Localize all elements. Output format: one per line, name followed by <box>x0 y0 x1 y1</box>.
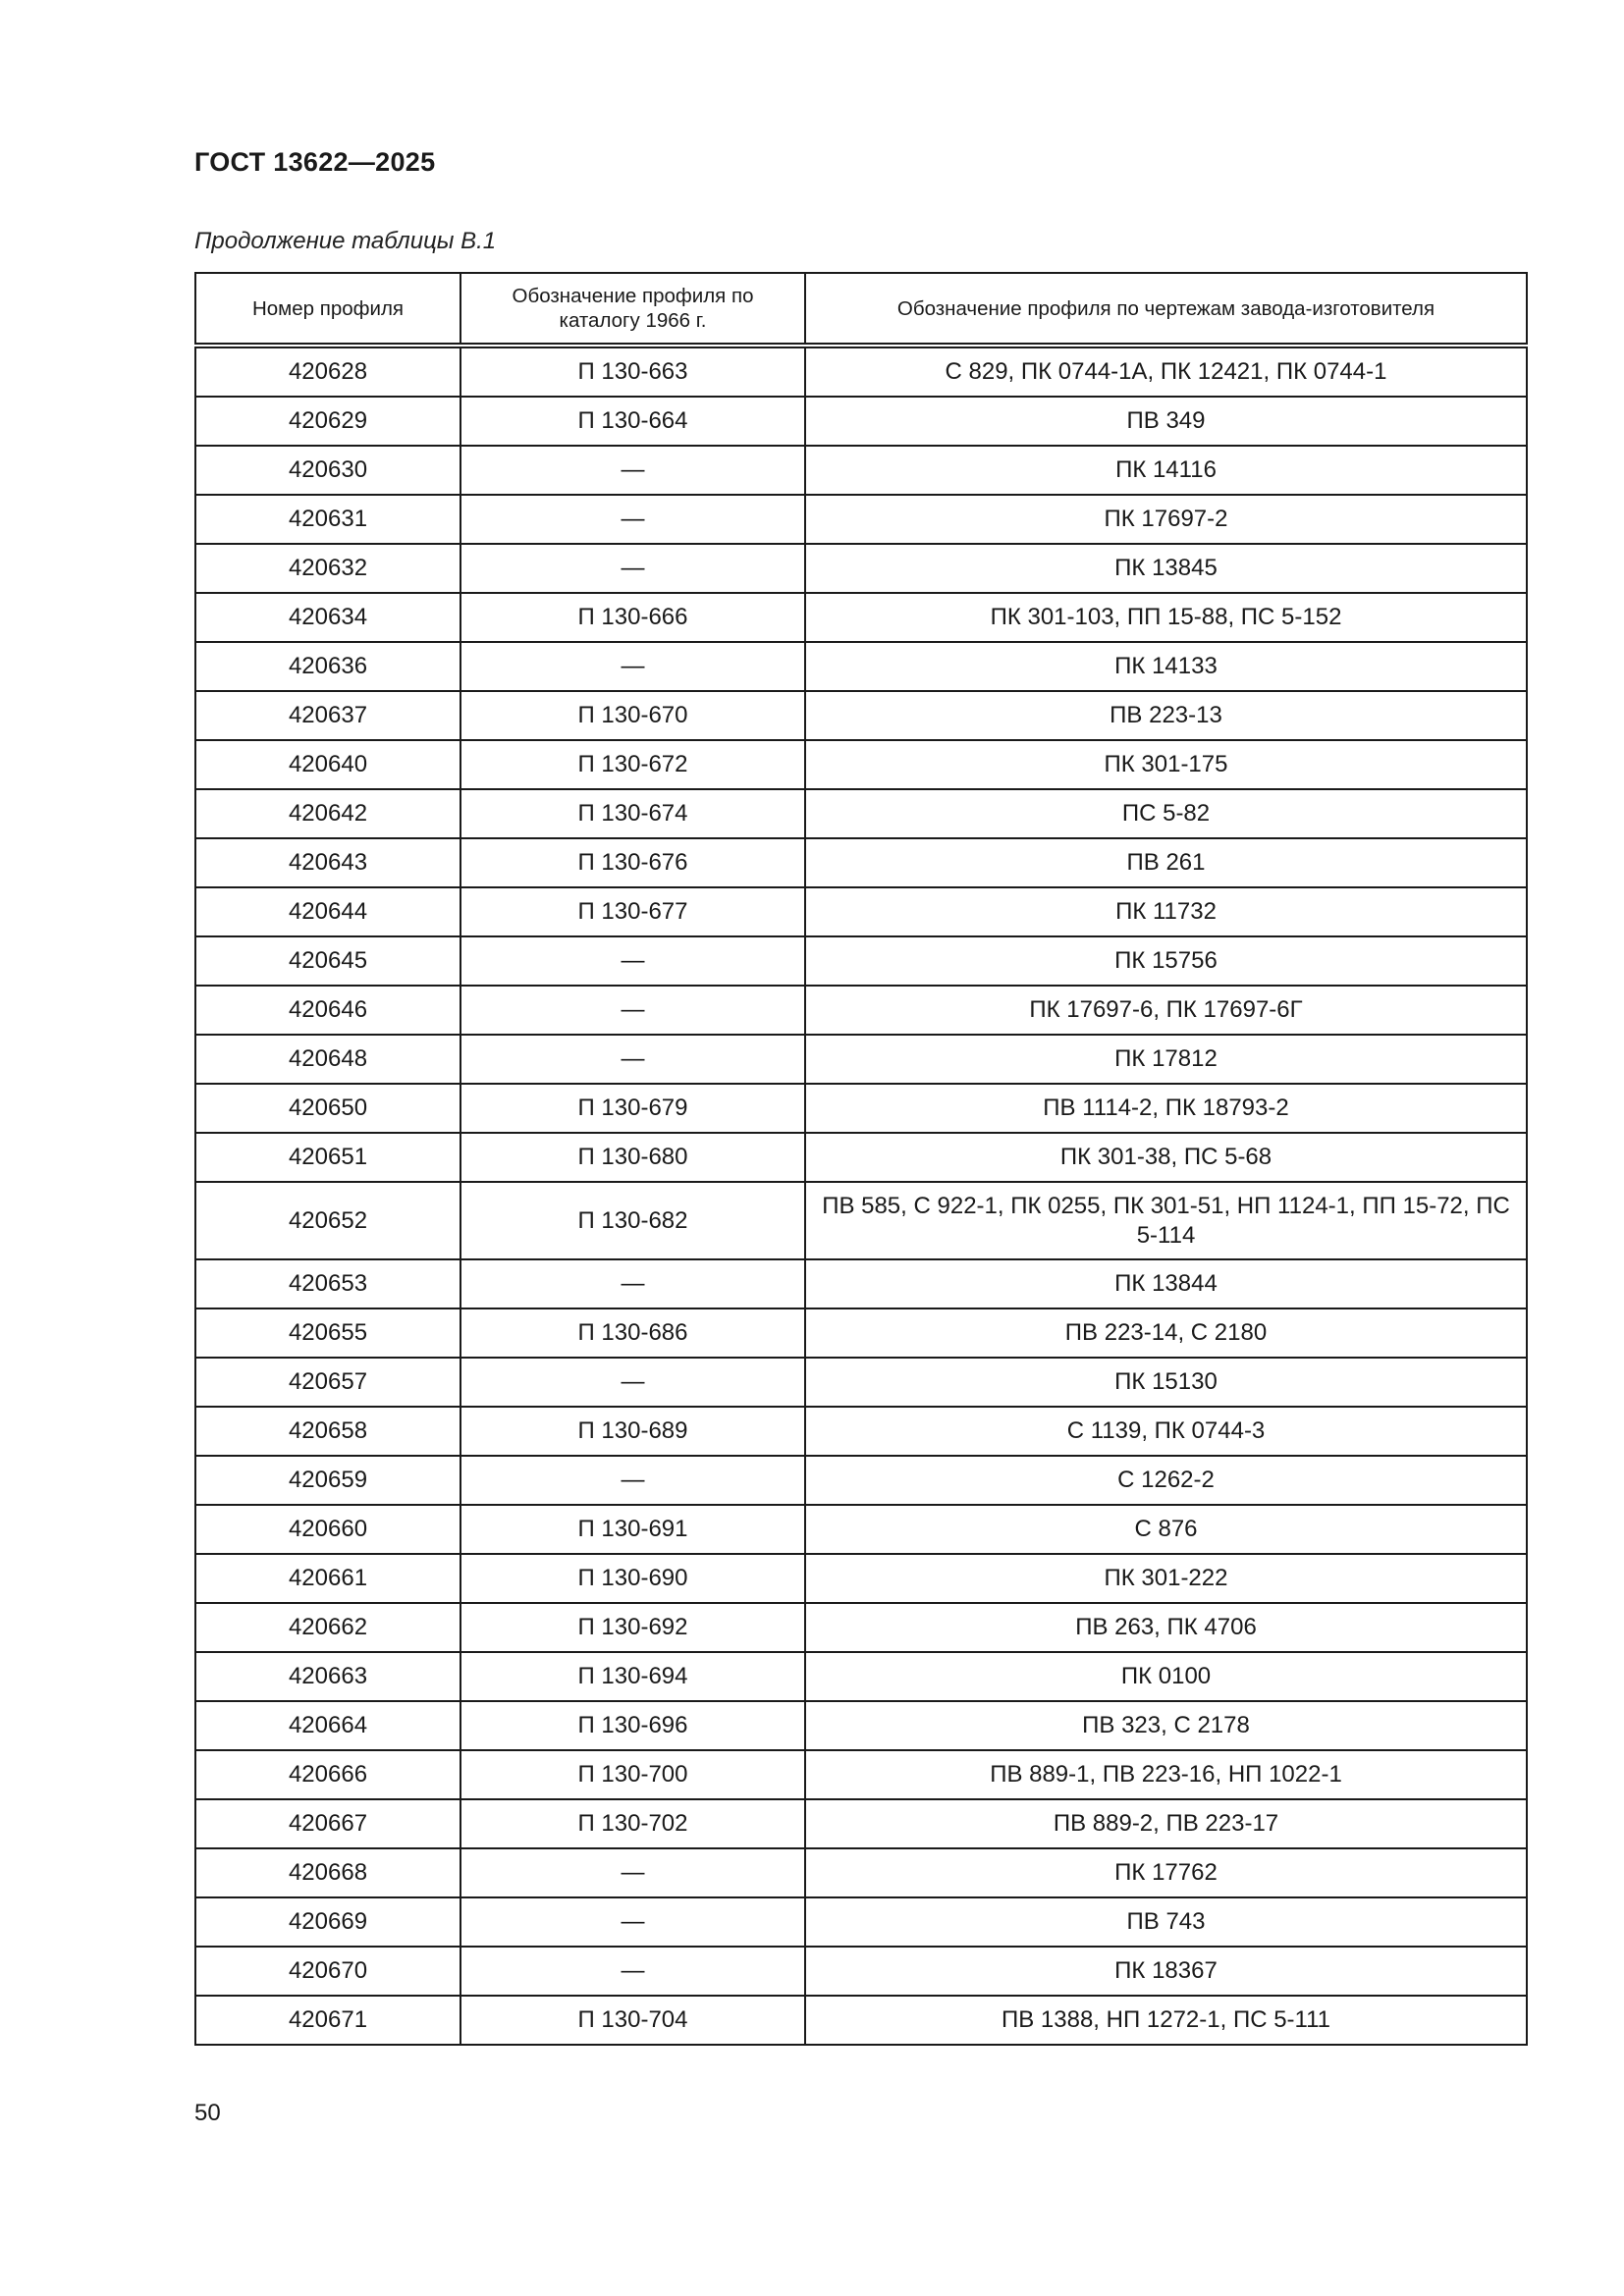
cell-factory-designation: ПК 301-103, ПП 15-88, ПС 5-152 <box>805 593 1527 642</box>
cell-factory-designation: ПК 17762 <box>805 1848 1527 1897</box>
cell-factory-designation: ПК 301-38, ПС 5-68 <box>805 1133 1527 1182</box>
table-row <box>195 789 1527 838</box>
cell-factory-designation: ПК 11732 <box>805 887 1527 936</box>
cell-factory-designation: ПК 15756 <box>805 936 1527 986</box>
table-row <box>195 740 1527 789</box>
table-row <box>195 495 1527 544</box>
cell-profile-number: 420629 <box>195 397 460 446</box>
cell-catalog-designation: — <box>460 1358 805 1407</box>
cell-profile-number: 420669 <box>195 1897 460 1947</box>
cell-profile-number: 420650 <box>195 1084 460 1133</box>
cell-factory-designation: ПВ 889-2, ПВ 223-17 <box>805 1799 1527 1848</box>
cell-factory-designation: ПВ 889-1, ПВ 223-16, НП 1022-1 <box>805 1750 1527 1799</box>
cell-profile-number: 420631 <box>195 495 460 544</box>
page-number: 50 <box>194 2100 221 2126</box>
table-row <box>195 1947 1527 1996</box>
cell-factory-designation: ПВ 1388, НП 1272-1, ПС 5-111 <box>805 1996 1527 2045</box>
table-row <box>195 1182 1527 1259</box>
cell-factory-designation: ПК 0100 <box>805 1652 1527 1701</box>
cell-factory-designation: ПВ 1114-2, ПК 18793-2 <box>805 1084 1527 1133</box>
cell-profile-number: 420667 <box>195 1799 460 1848</box>
cell-catalog-designation: — <box>460 446 805 495</box>
cell-profile-number: 420632 <box>195 544 460 593</box>
table-row <box>195 1799 1527 1848</box>
column-header-factory-drawings: Обозначение профиля по чертежам завода-изготовителя <box>805 273 1527 346</box>
cell-profile-number: 420640 <box>195 740 460 789</box>
cell-profile-number: 420658 <box>195 1407 460 1456</box>
cell-profile-number: 420648 <box>195 1035 460 1084</box>
cell-profile-number: 420643 <box>195 838 460 887</box>
cell-factory-designation: ПВ 263, ПК 4706 <box>805 1603 1527 1652</box>
table-row <box>195 986 1527 1035</box>
cell-catalog-designation: П 130-679 <box>460 1084 805 1133</box>
cell-catalog-designation: П 130-672 <box>460 740 805 789</box>
cell-catalog-designation: П 130-702 <box>460 1799 805 1848</box>
table-row <box>195 1897 1527 1947</box>
cell-profile-number: 420646 <box>195 986 460 1035</box>
cell-catalog-designation: П 130-690 <box>460 1554 805 1603</box>
table-row <box>195 593 1527 642</box>
cell-catalog-designation: П 130-691 <box>460 1505 805 1554</box>
table-row <box>195 1701 1527 1750</box>
cell-factory-designation: ПК 17697-2 <box>805 495 1527 544</box>
table-row <box>195 1358 1527 1407</box>
table-row <box>195 838 1527 887</box>
cell-profile-number: 420662 <box>195 1603 460 1652</box>
cell-profile-number: 420630 <box>195 446 460 495</box>
cell-catalog-designation: П 130-676 <box>460 838 805 887</box>
table-row <box>195 397 1527 446</box>
table-row <box>195 346 1527 397</box>
cell-profile-number: 420636 <box>195 642 460 691</box>
cell-catalog-designation: П 130-689 <box>460 1407 805 1456</box>
profile-table-container <box>194 272 1526 2046</box>
cell-catalog-designation: П 130-682 <box>460 1182 805 1259</box>
cell-catalog-designation: П 130-664 <box>460 397 805 446</box>
cell-factory-designation: ПК 18367 <box>805 1947 1527 1996</box>
table-row <box>195 691 1527 740</box>
table-row <box>195 1084 1527 1133</box>
cell-factory-designation: ПВ 743 <box>805 1897 1527 1947</box>
cell-profile-number: 420652 <box>195 1182 460 1259</box>
document-header: ГОСТ 13622—2025 <box>194 147 436 177</box>
table-row <box>195 544 1527 593</box>
column-header-profile-number: Номер профиля <box>195 273 460 346</box>
cell-catalog-designation: — <box>460 1456 805 1505</box>
cell-factory-designation: ПВ 323, С 2178 <box>805 1701 1527 1750</box>
cell-profile-number: 420655 <box>195 1308 460 1358</box>
cell-factory-designation: С 876 <box>805 1505 1527 1554</box>
cell-catalog-designation: — <box>460 936 805 986</box>
table-row <box>195 446 1527 495</box>
table-caption: Продолжение таблицы В.1 <box>194 228 497 254</box>
cell-factory-designation: ПК 17697-6, ПК 17697-6Г <box>805 986 1527 1035</box>
cell-factory-designation: С 1262-2 <box>805 1456 1527 1505</box>
table-row <box>195 1133 1527 1182</box>
cell-factory-designation: ПС 5-82 <box>805 789 1527 838</box>
cell-profile-number: 420663 <box>195 1652 460 1701</box>
table-row <box>195 1554 1527 1603</box>
cell-profile-number: 420651 <box>195 1133 460 1182</box>
table-row <box>195 1750 1527 1799</box>
cell-profile-number: 420671 <box>195 1996 460 2045</box>
cell-profile-number: 420642 <box>195 789 460 838</box>
cell-catalog-designation: — <box>460 642 805 691</box>
table-body <box>195 346 1527 2045</box>
cell-profile-number: 420653 <box>195 1259 460 1308</box>
cell-factory-designation: ПВ 223-13 <box>805 691 1527 740</box>
cell-factory-designation: ПК 13845 <box>805 544 1527 593</box>
cell-factory-designation: ПВ 261 <box>805 838 1527 887</box>
cell-catalog-designation: П 130-694 <box>460 1652 805 1701</box>
cell-catalog-designation: — <box>460 1848 805 1897</box>
table-row <box>195 1652 1527 1701</box>
cell-catalog-designation: П 130-677 <box>460 887 805 936</box>
cell-factory-designation: ПВ 223-14, С 2180 <box>805 1308 1527 1358</box>
cell-profile-number: 420657 <box>195 1358 460 1407</box>
cell-catalog-designation: — <box>460 1947 805 1996</box>
cell-profile-number: 420666 <box>195 1750 460 1799</box>
cell-catalog-designation: — <box>460 1897 805 1947</box>
cell-catalog-designation: П 130-670 <box>460 691 805 740</box>
column-header-catalog-1966: Обозначение профиля по каталогу 1966 г. <box>460 273 805 346</box>
cell-profile-number: 420628 <box>195 346 460 397</box>
cell-factory-designation: ПК 301-175 <box>805 740 1527 789</box>
cell-catalog-designation: П 130-704 <box>460 1996 805 2045</box>
table-row <box>195 1035 1527 1084</box>
cell-profile-number: 420670 <box>195 1947 460 1996</box>
cell-catalog-designation: П 130-666 <box>460 593 805 642</box>
cell-catalog-designation: П 130-700 <box>460 1750 805 1799</box>
table-row <box>195 1407 1527 1456</box>
cell-profile-number: 420659 <box>195 1456 460 1505</box>
cell-catalog-designation: — <box>460 544 805 593</box>
cell-catalog-designation: П 130-696 <box>460 1701 805 1750</box>
cell-profile-number: 420645 <box>195 936 460 986</box>
cell-profile-number: 420634 <box>195 593 460 642</box>
table-row <box>195 1505 1527 1554</box>
cell-factory-designation: ПК 13844 <box>805 1259 1527 1308</box>
cell-factory-designation: ПВ 349 <box>805 397 1527 446</box>
cell-factory-designation: ПК 14133 <box>805 642 1527 691</box>
cell-catalog-designation: П 130-663 <box>460 346 805 397</box>
cell-factory-designation: ПВ 585, С 922-1, ПК 0255, ПК 301-51, НП 1124-1, ПП 15-72, ПС 5-114 <box>805 1182 1527 1259</box>
cell-profile-number: 420668 <box>195 1848 460 1897</box>
cell-catalog-designation: П 130-686 <box>460 1308 805 1358</box>
table-row <box>195 936 1527 986</box>
cell-profile-number: 420660 <box>195 1505 460 1554</box>
cell-factory-designation: ПК 301-222 <box>805 1554 1527 1603</box>
table-row <box>195 1996 1527 2045</box>
cell-factory-designation: ПК 17812 <box>805 1035 1527 1084</box>
cell-profile-number: 420664 <box>195 1701 460 1750</box>
cell-catalog-designation: — <box>460 1035 805 1084</box>
profile-table <box>194 272 1528 2046</box>
table-row <box>195 642 1527 691</box>
table-row <box>195 1603 1527 1652</box>
cell-factory-designation: С 1139, ПК 0744-3 <box>805 1407 1527 1456</box>
header-row <box>195 273 1527 346</box>
cell-catalog-designation: — <box>460 1259 805 1308</box>
cell-factory-designation: ПК 15130 <box>805 1358 1527 1407</box>
cell-catalog-designation: — <box>460 495 805 544</box>
cell-catalog-designation: П 130-680 <box>460 1133 805 1182</box>
cell-profile-number: 420644 <box>195 887 460 936</box>
cell-profile-number: 420661 <box>195 1554 460 1603</box>
cell-catalog-designation: П 130-674 <box>460 789 805 838</box>
table-row <box>195 1259 1527 1308</box>
cell-catalog-designation: — <box>460 986 805 1035</box>
table-row <box>195 1848 1527 1897</box>
table-row <box>195 1308 1527 1358</box>
table-row <box>195 887 1527 936</box>
table-row <box>195 1456 1527 1505</box>
table-header <box>195 273 1527 346</box>
cell-factory-designation: С 829, ПК 0744-1А, ПК 12421, ПК 0744-1 <box>805 346 1527 397</box>
cell-catalog-designation: П 130-692 <box>460 1603 805 1652</box>
cell-profile-number: 420637 <box>195 691 460 740</box>
cell-factory-designation: ПК 14116 <box>805 446 1527 495</box>
